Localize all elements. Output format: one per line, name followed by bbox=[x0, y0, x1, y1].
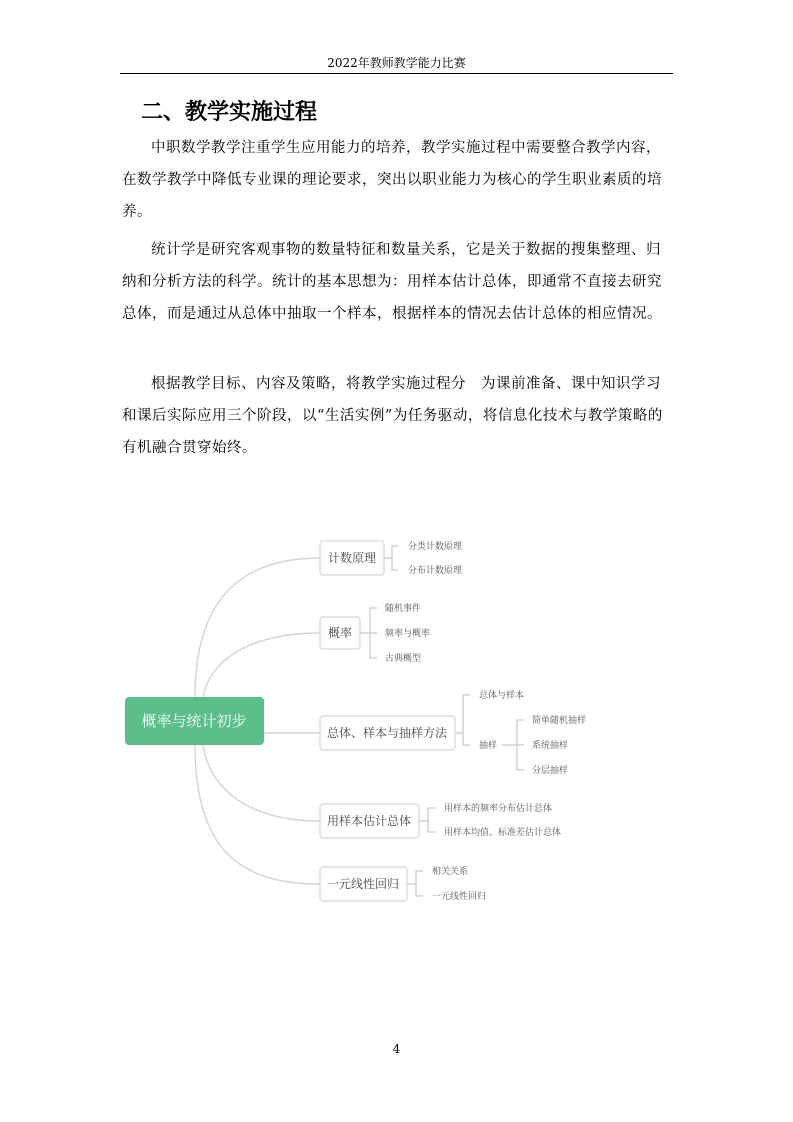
leaf-label: 古典概型 bbox=[385, 654, 422, 664]
branch-line-1 bbox=[195, 558, 320, 697]
branch-line-2 bbox=[203, 633, 320, 697]
paragraph-3: 根据教学目标、内容及策略，将教学实施过程分 为课前准备、课中知识学习和课后实际应用三个阶段，以“生活实例”为任务驱动，将信息化技术与教学策略的有机融合贯穿始终。 bbox=[122, 376, 663, 456]
node-label: 总体、样本与抽样方法 bbox=[326, 726, 448, 740]
page-number: 4 bbox=[392, 1042, 401, 1056]
mindmap-node-sampling bbox=[320, 689, 586, 776]
node-label: 一元线性回归 bbox=[326, 877, 400, 891]
mindmap-node-regression bbox=[320, 865, 486, 902]
leaf-label: 相关关系 bbox=[432, 867, 469, 877]
leaf-label: 抽样 bbox=[479, 741, 498, 751]
mindmap-node-counting bbox=[320, 540, 462, 576]
leaf-label: 分布计数原理 bbox=[408, 566, 463, 576]
leaf-label: 一元线性回归 bbox=[432, 892, 487, 902]
node-label: 用样本估计总体 bbox=[326, 814, 412, 828]
node-bracket bbox=[407, 871, 423, 896]
node-bracket bbox=[419, 808, 435, 832]
paragraph-2: 统计学是研究客观事物的数量特征和数量关系，它是关于数据的搜集整理、归纳和分析方法的科学。统计的基本思想为：用样本估计总体，即通常不直接去研究总体，而是通过从总体中抽取一个样本，根据样本的情况去估计总体的相应情况。 bbox=[122, 242, 662, 322]
mindmap-node-probability bbox=[320, 602, 430, 664]
paragraph-1: 中职数学教学注重学生应用能力的培养，教学实施过程中需要整合教学内容，在数学教学中降低专业课的理论要求，突出以职业能力为核心的学生职业素质的培养。 bbox=[122, 140, 662, 220]
root-label: 概率与统计初步 bbox=[141, 712, 247, 730]
leaf-label: 简单随机抽样 bbox=[532, 716, 587, 726]
branch-line-4 bbox=[203, 745, 320, 821]
node-bracket bbox=[455, 695, 470, 745]
leaf-label: 用样本的频率分布估计总体 bbox=[444, 804, 553, 814]
leaf-label: 总体与样本 bbox=[479, 691, 525, 701]
leaf-label: 随机事件 bbox=[385, 604, 422, 614]
mindmap-root bbox=[125, 697, 264, 745]
leaf-label: 分类计数原理 bbox=[408, 542, 463, 552]
section-title: 二、教学实施过程 bbox=[141, 100, 318, 125]
leaf-label: 分层抽样 bbox=[532, 766, 569, 776]
node-bracket bbox=[384, 546, 398, 570]
branch-line-5 bbox=[195, 745, 320, 884]
node-bracket bbox=[360, 608, 377, 658]
leaf-label: 系统抽样 bbox=[532, 741, 569, 751]
node-label: 概率 bbox=[327, 626, 353, 640]
node-label: 计数原理 bbox=[327, 551, 377, 565]
sub-bracket bbox=[502, 720, 524, 770]
mindmap-node-estimation bbox=[320, 802, 561, 838]
leaf-label: 用样本均值、标准差估计总体 bbox=[444, 828, 562, 838]
leaf-label: 频率与概率 bbox=[385, 629, 431, 639]
page-header: 2022年教师教学能力比赛 bbox=[327, 56, 466, 70]
